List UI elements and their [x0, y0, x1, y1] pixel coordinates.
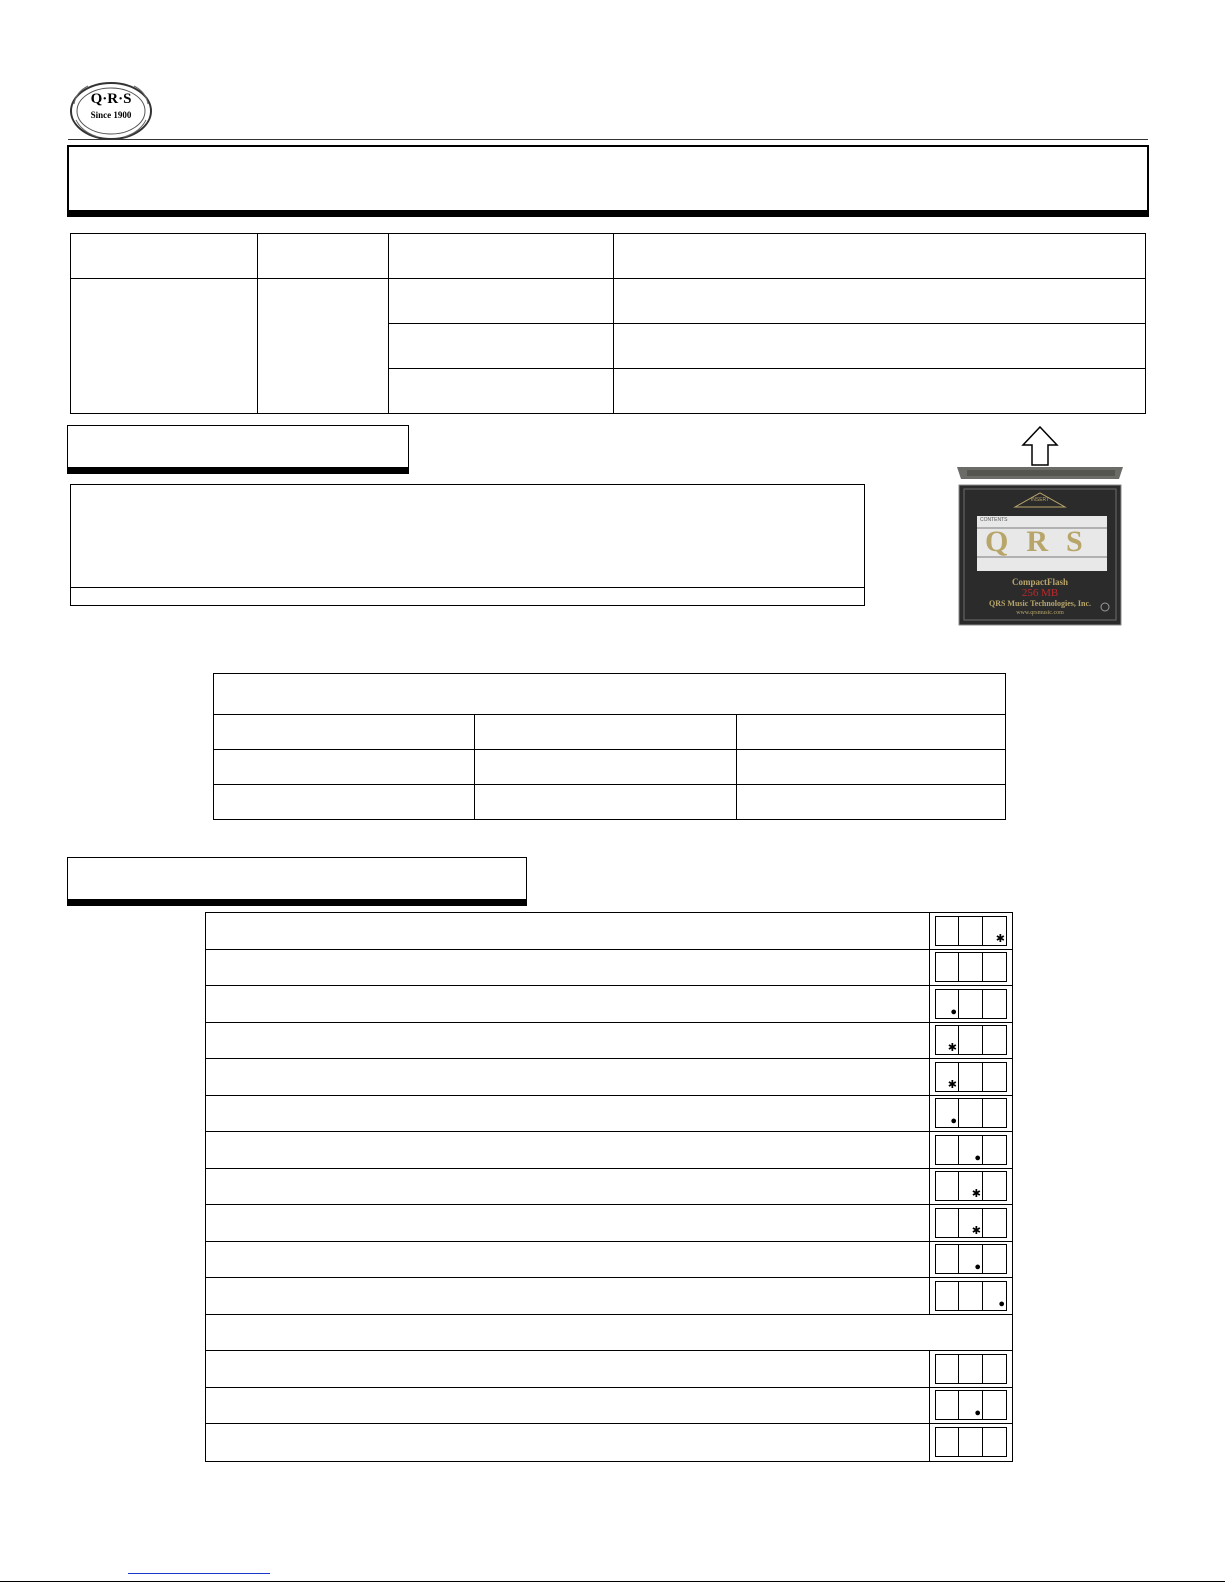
checkbox[interactable]: [959, 1390, 983, 1420]
checkbox-group: [930, 1278, 1012, 1314]
checkbox[interactable]: [959, 1427, 983, 1457]
table-row: [214, 785, 1006, 820]
checkbox-group: [930, 950, 1012, 986]
table-cell: [389, 279, 614, 324]
checkbox[interactable]: [983, 952, 1007, 982]
checklist-row-label: [206, 1424, 930, 1461]
checklist-row: [206, 1169, 1012, 1206]
table-cell: [258, 234, 389, 279]
table-cell: [389, 369, 614, 414]
table-cell: [614, 234, 1146, 279]
section-heading-1: [67, 425, 409, 474]
checklist-row-label: [206, 1059, 930, 1095]
checklist-row: [206, 1205, 1012, 1242]
asterisk-mark-icon: ✱: [947, 1078, 957, 1091]
asterisk-mark-icon: ✱: [971, 1188, 981, 1201]
card-size: 256 MB: [1021, 587, 1059, 599]
logo-subtext: Since 1900: [90, 110, 132, 120]
dot-mark-icon: ●: [950, 1005, 957, 1018]
checkbox-group: [930, 913, 1012, 949]
table-cell: [214, 750, 475, 785]
table-cell: [614, 324, 1146, 369]
checklist-row-label: [206, 913, 930, 949]
card-tab-label: INSERT: [1030, 497, 1050, 503]
checkbox[interactable]: [959, 916, 983, 946]
checkbox[interactable]: [959, 1171, 983, 1201]
checkbox-group: [930, 1096, 1012, 1132]
checkbox[interactable]: [959, 1244, 983, 1274]
checklist-row-label: [206, 1388, 930, 1424]
checklist-row-label: [206, 1278, 930, 1314]
checkbox[interactable]: [983, 1062, 1007, 1092]
table-cell: [389, 234, 614, 279]
table-cell: [736, 750, 1005, 785]
main-table: [70, 233, 1146, 414]
checkbox[interactable]: [983, 1025, 1007, 1055]
table-cell: [475, 715, 736, 750]
checkbox-group: [930, 1351, 1012, 1387]
checkbox[interactable]: [959, 1062, 983, 1092]
footer-rule: [0, 1581, 1225, 1582]
table-cell: [214, 715, 475, 750]
checkbox[interactable]: [935, 916, 959, 946]
checklist-row-label: [206, 950, 930, 986]
checklist-row: [206, 1351, 1012, 1388]
checklist-row-label: [206, 1351, 930, 1387]
checklist-row: [206, 1315, 1012, 1352]
checkbox[interactable]: [935, 1427, 959, 1457]
checkbox[interactable]: [983, 989, 1007, 1019]
table-cell: [71, 234, 258, 279]
checkbox[interactable]: [935, 1244, 959, 1274]
table-row: [214, 715, 1006, 750]
checklist-row-label: [206, 1315, 1012, 1351]
checkbox[interactable]: [935, 952, 959, 982]
table-cell: [736, 715, 1005, 750]
card-brand: QRS: [985, 525, 1101, 558]
checkbox-group: [930, 986, 1012, 1022]
checklist-row: [206, 1424, 1012, 1461]
table-title-cell: [214, 674, 1006, 715]
asterisk-mark-icon: ✱: [947, 1042, 957, 1055]
table-cell: [475, 785, 736, 820]
dot-mark-icon: ●: [950, 1115, 957, 1128]
checkbox[interactable]: [959, 1098, 983, 1128]
table-cell: [614, 279, 1146, 324]
checklist-row: [206, 986, 1012, 1023]
table-cell: [389, 324, 614, 369]
checkbox[interactable]: [983, 1098, 1007, 1128]
asterisk-mark-icon: ✱: [971, 1224, 981, 1237]
checkbox-group: [930, 1169, 1012, 1205]
table-row: [71, 234, 1146, 279]
dot-mark-icon: ●: [974, 1261, 981, 1274]
arrow-up-icon: [1021, 426, 1059, 466]
checklist-row: [206, 950, 1012, 987]
checkbox-group: [930, 1023, 1012, 1059]
checkbox[interactable]: [959, 989, 983, 1019]
checklist-row: [206, 1278, 1012, 1315]
checkbox[interactable]: [983, 1281, 1007, 1311]
table-row: [214, 750, 1006, 785]
checkbox[interactable]: [983, 1135, 1007, 1165]
checkbox[interactable]: [935, 989, 959, 1019]
checkbox[interactable]: [983, 1208, 1007, 1238]
checkbox[interactable]: [935, 1281, 959, 1311]
card-maker: QRS Music Technologies, Inc.: [988, 599, 1091, 608]
checklist-row: [206, 1132, 1012, 1169]
checklist-row: [206, 1388, 1012, 1425]
checklist-row: [206, 1096, 1012, 1133]
card-url: www.qrsmusic.com: [1016, 610, 1064, 616]
checkbox[interactable]: [959, 1208, 983, 1238]
logo-text: Q·R·S: [90, 91, 132, 107]
checkbox[interactable]: [983, 916, 1007, 946]
table-row: [214, 674, 1006, 715]
checklist-row-label: [206, 986, 930, 1022]
checkbox-group: [930, 1059, 1012, 1095]
checkbox[interactable]: [959, 1025, 983, 1055]
checklist-row: [206, 1023, 1012, 1060]
checkbox[interactable]: [935, 1354, 959, 1384]
section-heading-2: [67, 857, 527, 906]
checklist-row-label: [206, 1023, 930, 1059]
description-footer: [71, 572, 864, 605]
checkbox[interactable]: [983, 1427, 1007, 1457]
checkbox[interactable]: [983, 1390, 1007, 1420]
checkbox[interactable]: [959, 1135, 983, 1165]
checkbox[interactable]: [935, 1062, 959, 1092]
table-cell: [614, 369, 1146, 414]
checklist-row-label: [206, 1242, 930, 1278]
checklist-table: [205, 912, 1013, 1462]
description-box: [70, 484, 865, 606]
dot-mark-icon: ●: [974, 1407, 981, 1420]
checkbox[interactable]: [983, 1354, 1007, 1384]
checklist-row-label: [206, 1132, 930, 1168]
table-row: [71, 279, 1146, 324]
checklist-row: [206, 1242, 1012, 1279]
footer-link-underline[interactable]: [128, 1573, 270, 1574]
checklist-row-label: [206, 1205, 930, 1241]
table-cell: [475, 750, 736, 785]
checkbox[interactable]: [935, 1025, 959, 1055]
checkbox[interactable]: [935, 1135, 959, 1165]
checkbox[interactable]: [935, 1171, 959, 1201]
checkbox-group: [930, 1424, 1012, 1461]
checklist-row-label: [206, 1096, 930, 1132]
checkbox[interactable]: [983, 1244, 1007, 1274]
table-cell: [214, 785, 475, 820]
header-rule: [68, 139, 1148, 140]
table-cell: [258, 279, 389, 414]
checklist-row-label: [206, 1169, 930, 1205]
checklist-row: [206, 913, 1012, 950]
checkbox[interactable]: [935, 1098, 959, 1128]
checklist-row: [206, 1059, 1012, 1096]
checkbox[interactable]: [959, 952, 983, 982]
dot-mark-icon: ●: [974, 1151, 981, 1164]
mid-table: [213, 673, 1006, 820]
checkbox-group: [930, 1205, 1012, 1241]
checkbox[interactable]: [959, 1354, 983, 1384]
table-cell: [71, 279, 258, 414]
checkbox-group: [930, 1132, 1012, 1168]
table-cell: [736, 785, 1005, 820]
checkbox[interactable]: [983, 1171, 1007, 1201]
dot-mark-icon: ●: [998, 1297, 1005, 1310]
page-title: [67, 145, 1149, 217]
card-type: CompactFlash: [1012, 577, 1068, 587]
checkbox[interactable]: [959, 1281, 983, 1311]
checkbox-group: [930, 1242, 1012, 1278]
checkbox-group: [930, 1388, 1012, 1424]
card-contents-label: CONTENTS: [980, 517, 1008, 523]
asterisk-mark-icon: ✱: [995, 932, 1005, 945]
checkbox[interactable]: [935, 1208, 959, 1238]
checkbox[interactable]: [935, 1390, 959, 1420]
